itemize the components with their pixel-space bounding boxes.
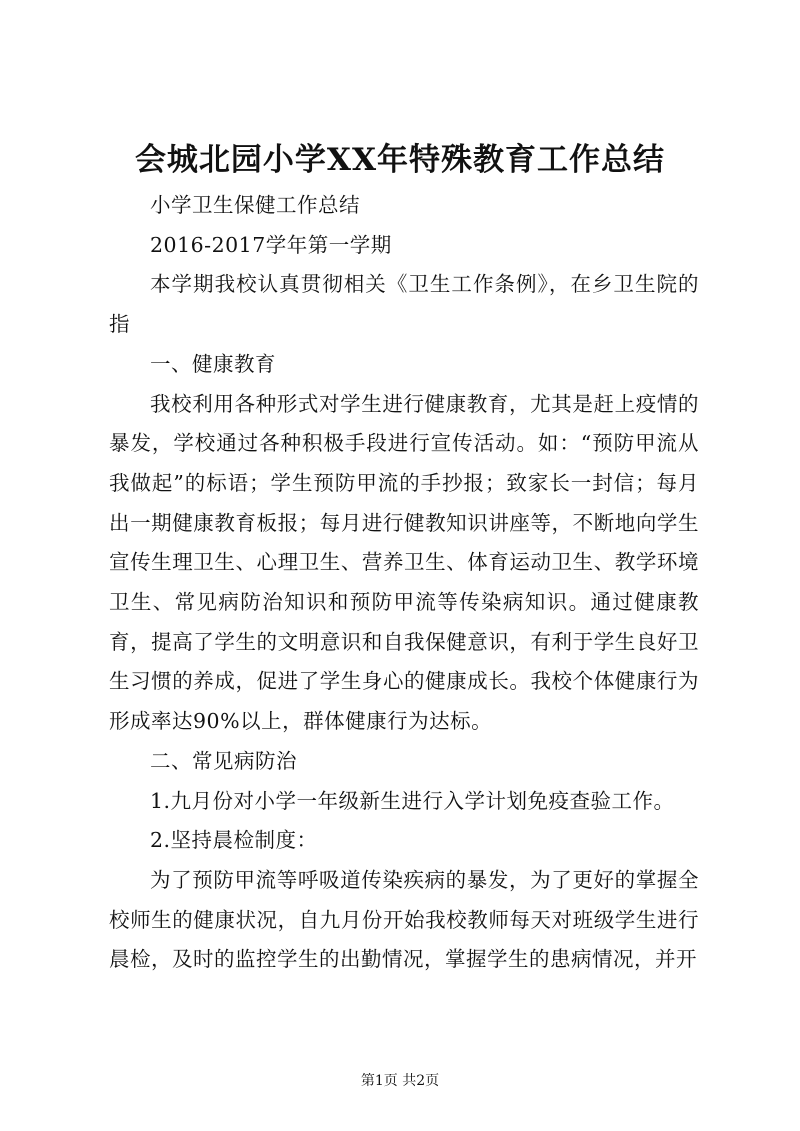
document-title: 会城北园小学XX年特殊教育工作总结 (134, 142, 666, 178)
section-heading-health-education: 一、健康教育 (150, 351, 276, 376)
paragraph-intro: 本学期我校认真贯彻相关《卫生工作条例》，在乡卫生院的指 (109, 272, 699, 337)
paragraph-morning-check: 为了预防甲流等呼吸道传染疾病的暴发，为了更好的掌握全校师生的健康状况，自九月份开始我校教师每天对班级学生进行晨检，及时的监控学生的出勤情况，掌握学生的患病情况，并开 (109, 867, 699, 972)
paragraph-health-education: 我校利用各种形式对学生进行健康教育，尤其是赶上疫情的暴发，学校通过各种积极手段进行宣传活动。如：“预防甲流从我做起”的标语；学生预防甲流的手抄报；致家长一封信；每月出一期健康教育板报；每月进行健教知识讲座等，不断地向学生宣传生理卫生、心理卫生、营养卫生、体育运动卫生、教学环境卫生、常见病防治知识和预防甲流等传染病知识。通过健康教育，提高了学生的文明意识和自我保健意识，有利于学生良好卫生习惯的养成，促进了学生身心的健康成长。我校个体健康行为形成率达90%以上，群体健康行为达标。 (109, 391, 699, 734)
section-heading-disease-prevention: 二、常见病防治 (150, 748, 297, 773)
document-body (109, 186, 699, 980)
page-footer: 第1页 共2页 (360, 1073, 440, 1089)
paragraph-subtitle: 小学卫生保健工作总结 (150, 193, 360, 217)
paragraph-semester: 2016-2017学年第一学期 (150, 232, 392, 257)
paragraph-item-2: 2.坚持晨检制度： (150, 828, 318, 853)
paragraph-item-1: 1.九月份对小学一年级新生进行入学计划免疫查验工作。 (150, 788, 675, 813)
